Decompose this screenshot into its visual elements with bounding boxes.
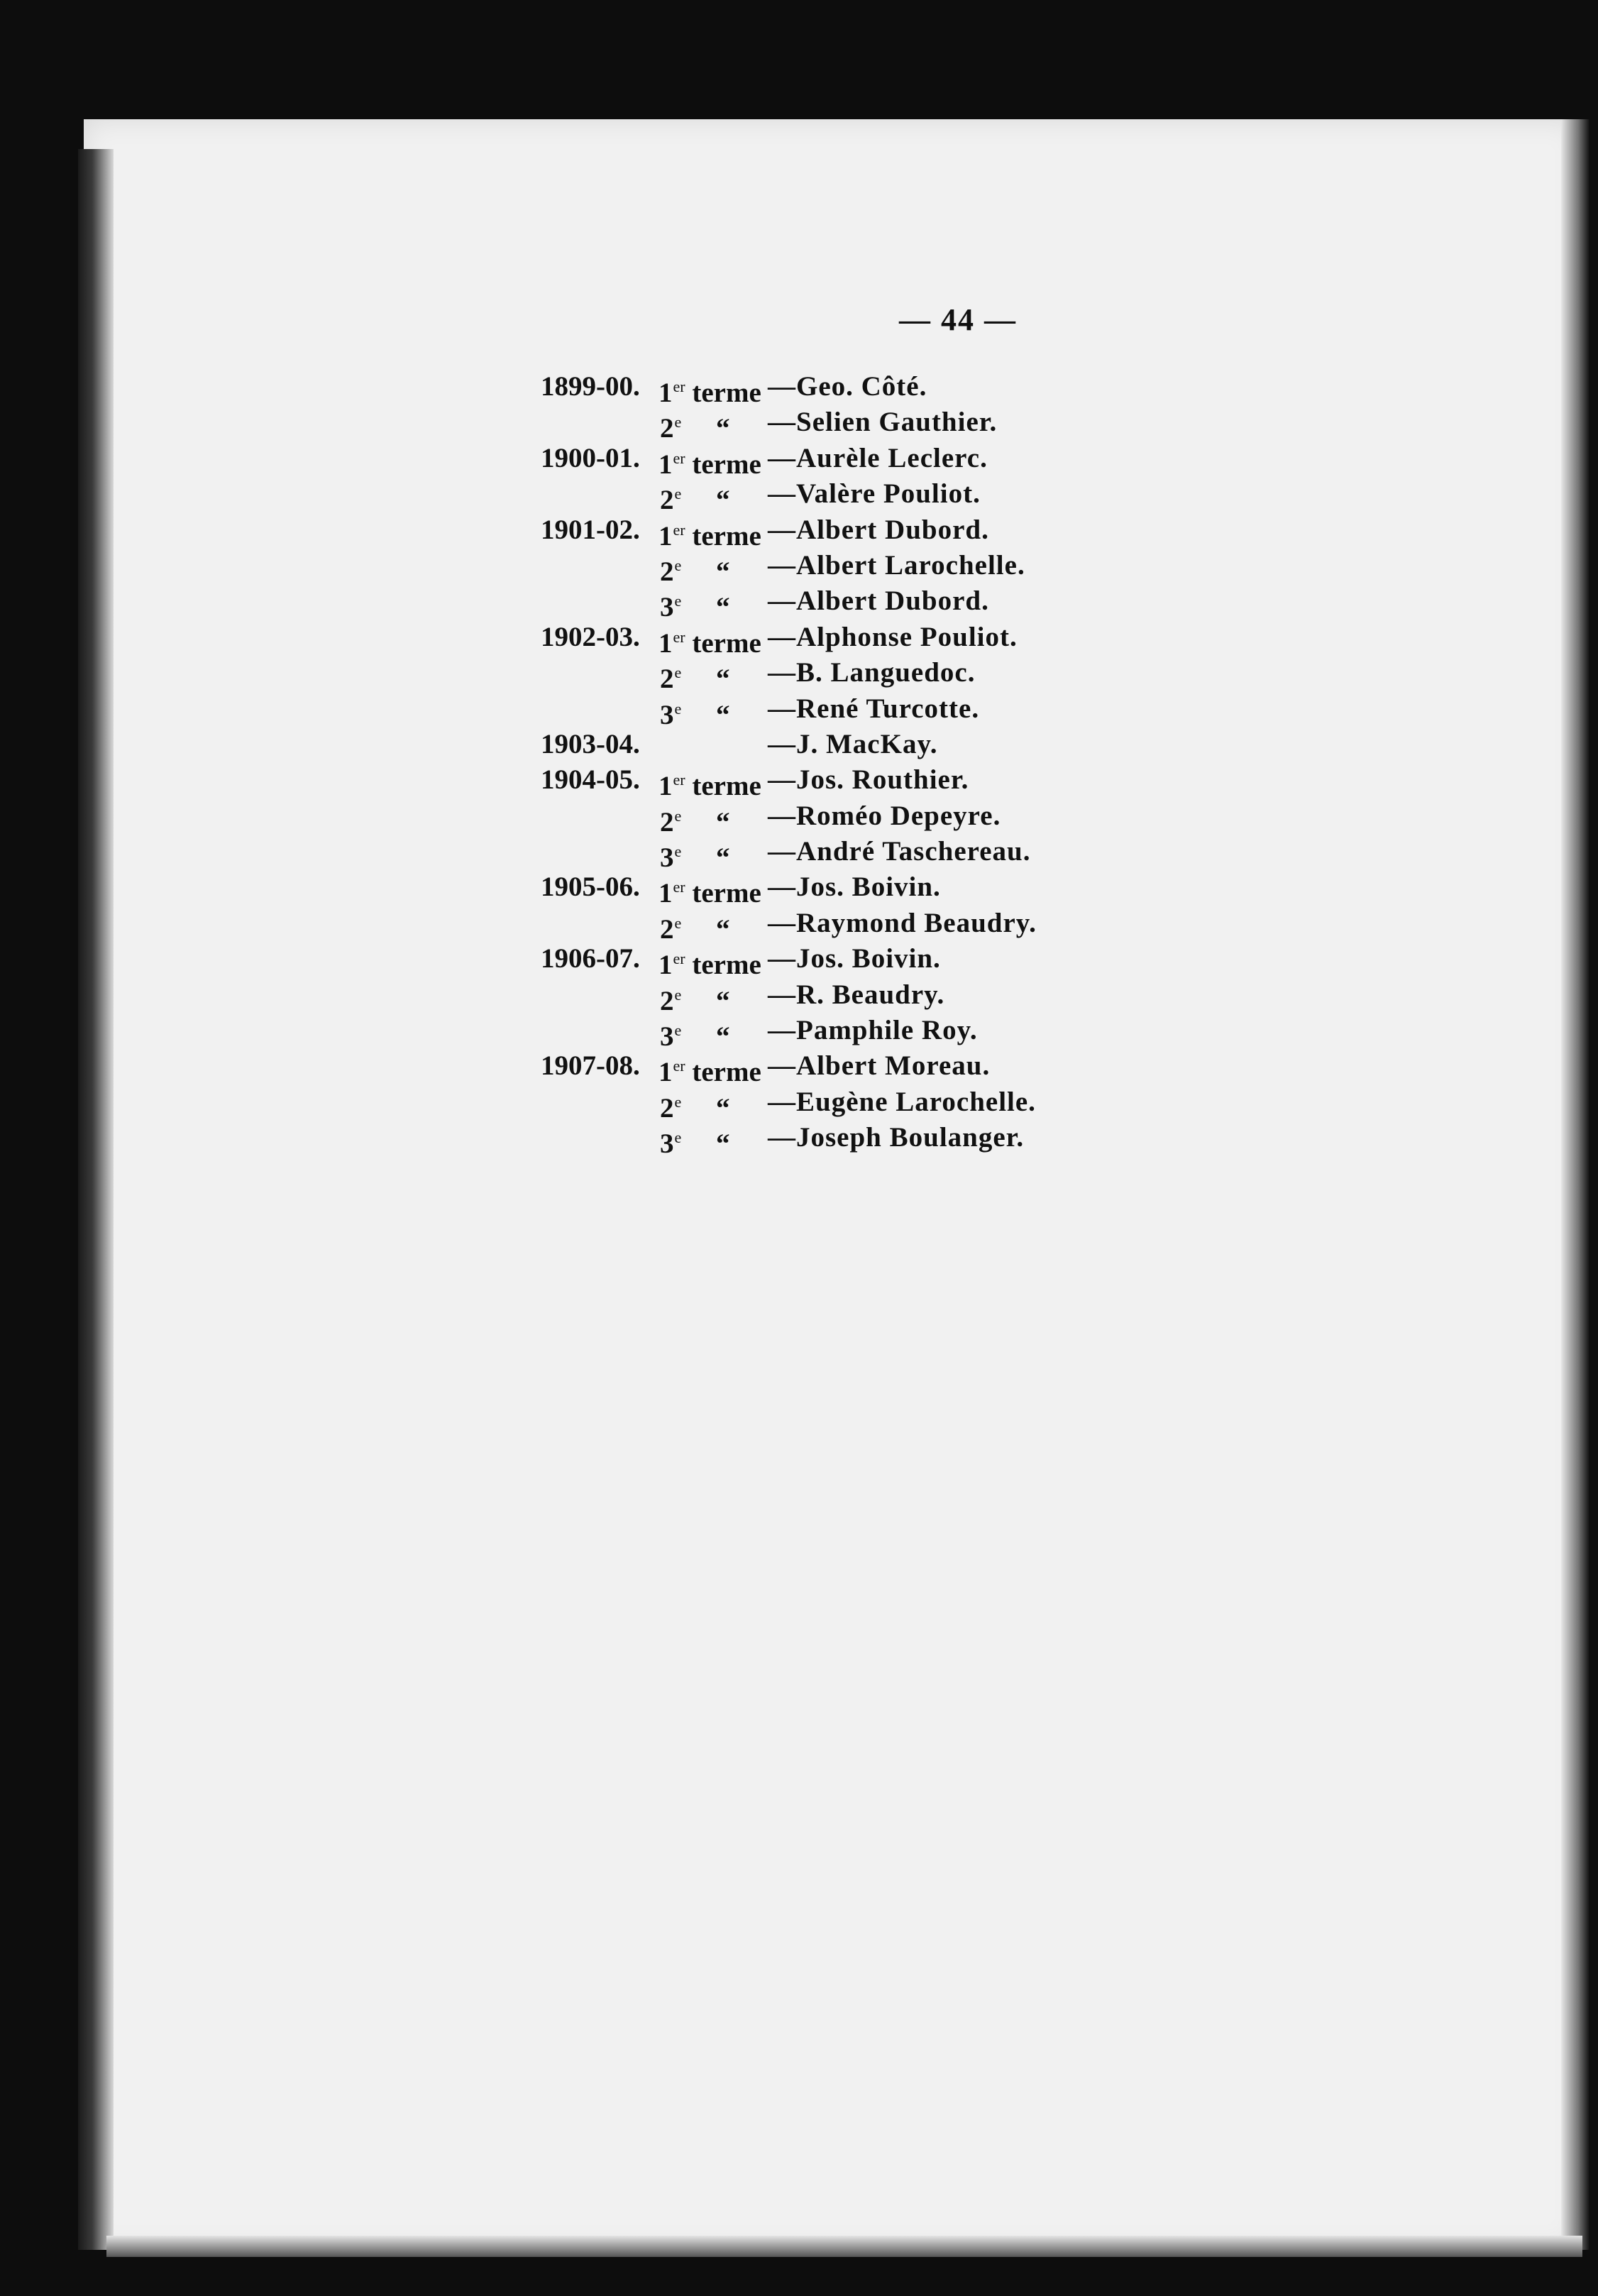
term-entry bbox=[0, 583, 1598, 623]
term-entry bbox=[0, 1120, 1598, 1160]
term-ordinal-suffix: er bbox=[673, 950, 685, 968]
term-ordinal: 2 bbox=[660, 985, 674, 1016]
term-label: “ bbox=[681, 485, 730, 516]
entry-name: —Raymond Beaudry. bbox=[768, 907, 1037, 938]
term-label: “ bbox=[681, 664, 730, 695]
term-entry bbox=[0, 691, 1598, 730]
term-ordinal-suffix: e bbox=[674, 985, 682, 1004]
term-label: “ bbox=[681, 1021, 730, 1053]
term-label: “ bbox=[681, 1092, 730, 1124]
entry-year: 1907-08. bbox=[541, 1050, 640, 1082]
term-label: terme bbox=[685, 771, 761, 802]
term-ordinal: 1 bbox=[659, 627, 673, 659]
entry-name: —J. MacKay. bbox=[768, 728, 938, 759]
term-entry bbox=[0, 977, 1598, 1016]
term-entry bbox=[0, 798, 1598, 837]
term-label: terme bbox=[685, 627, 761, 659]
entry-name: —Jos. Boivin. bbox=[768, 872, 941, 903]
entry-name: —René Turcotte. bbox=[768, 693, 980, 724]
term-label: “ bbox=[681, 592, 730, 623]
term-ordinal: 3 bbox=[660, 842, 674, 874]
entry-year: 1904-05. bbox=[541, 764, 640, 796]
term-ordinal: 1 bbox=[659, 771, 673, 802]
page-number: — 44 — bbox=[899, 302, 1017, 337]
term-label: terme bbox=[685, 449, 761, 480]
term-entry bbox=[0, 1048, 1598, 1088]
term-entry bbox=[0, 834, 1598, 874]
entry-name: —Pamphile Roy. bbox=[768, 1015, 978, 1046]
entry-term bbox=[660, 1120, 730, 1162]
term-ordinal: 1 bbox=[659, 449, 673, 480]
term-ordinal: 1 bbox=[659, 1057, 673, 1088]
term-entry bbox=[0, 1013, 1598, 1053]
term-label: terme bbox=[685, 878, 761, 909]
term-entry bbox=[0, 869, 1598, 909]
term-entry bbox=[0, 941, 1598, 981]
entry-name: —Jos. Boivin. bbox=[768, 943, 941, 974]
entry-name: —Joseph Boulanger. bbox=[768, 1122, 1025, 1153]
term-label: terme bbox=[685, 950, 761, 981]
term-label: “ bbox=[681, 842, 730, 874]
term-label: “ bbox=[681, 806, 730, 837]
term-ordinal: 2 bbox=[660, 913, 674, 945]
term-ordinal-suffix: e bbox=[674, 806, 682, 825]
entry-name: —Selien Gauthier. bbox=[768, 407, 998, 438]
term-entry bbox=[0, 655, 1598, 695]
term-label: “ bbox=[681, 413, 730, 444]
term-ordinal: 2 bbox=[660, 806, 674, 837]
term-entry bbox=[0, 1084, 1598, 1124]
term-ordinal: 3 bbox=[660, 699, 674, 730]
term-ordinal-suffix: er bbox=[673, 520, 685, 539]
term-ordinal-suffix: er bbox=[673, 627, 685, 646]
term-entry bbox=[0, 727, 1598, 762]
term-ordinal: 1 bbox=[659, 520, 673, 551]
term-ordinal-suffix: er bbox=[673, 878, 685, 896]
term-ordinal: 2 bbox=[660, 664, 674, 695]
term-ordinal: 2 bbox=[660, 556, 674, 587]
entry-name: —Valère Pouliot. bbox=[768, 478, 981, 510]
term-ordinal-suffix: e bbox=[674, 413, 682, 432]
entry-name: —Albert Moreau. bbox=[768, 1050, 991, 1082]
term-ordinal-suffix: e bbox=[674, 664, 682, 682]
term-ordinal: 3 bbox=[660, 1128, 674, 1160]
term-entry bbox=[0, 476, 1598, 516]
term-ordinal: 3 bbox=[660, 592, 674, 623]
term-ordinal: 1 bbox=[659, 878, 673, 909]
term-ordinal-suffix: er bbox=[673, 1057, 685, 1075]
term-label: terme bbox=[685, 378, 761, 408]
term-label: terme bbox=[685, 1057, 761, 1088]
term-ordinal-suffix: er bbox=[673, 771, 685, 789]
entry-year: 1905-06. bbox=[541, 872, 640, 903]
entry-name: —Alphonse Pouliot. bbox=[768, 621, 1018, 652]
term-ordinal-suffix: e bbox=[674, 1128, 682, 1147]
term-label: terme bbox=[685, 520, 761, 551]
term-entry bbox=[0, 548, 1598, 587]
entry-name: —André Taschereau. bbox=[768, 836, 1031, 867]
term-ordinal: 2 bbox=[660, 1092, 674, 1124]
term-ordinal-suffix: er bbox=[673, 449, 685, 467]
term-entry bbox=[0, 369, 1598, 408]
term-entry bbox=[0, 620, 1598, 659]
term-label: “ bbox=[681, 913, 730, 945]
term-label: “ bbox=[681, 1128, 730, 1160]
entry-year: 1901-02. bbox=[541, 514, 640, 545]
entry-name: —Albert Dubord. bbox=[768, 586, 989, 617]
term-ordinal-suffix: e bbox=[674, 592, 682, 610]
entry-year: 1900-01. bbox=[541, 442, 640, 473]
page-bottom-edge bbox=[106, 2236, 1582, 2257]
term-ordinal-suffix: e bbox=[674, 842, 682, 861]
term-entry bbox=[0, 906, 1598, 945]
term-label: “ bbox=[681, 556, 730, 587]
entry-name: —Roméo Depeyre. bbox=[768, 800, 1001, 831]
entry-name: —Jos. Routhier. bbox=[768, 764, 969, 796]
term-label: “ bbox=[681, 985, 730, 1016]
entry-name: —Albert Larochelle. bbox=[768, 549, 1025, 581]
entry-year: 1902-03. bbox=[541, 621, 640, 652]
term-ordinal: 1 bbox=[659, 950, 673, 981]
term-ordinal: 1 bbox=[659, 378, 673, 408]
entry-name: —R. Beaudry. bbox=[768, 979, 945, 1010]
entry-name: —Eugène Larochelle. bbox=[768, 1086, 1036, 1117]
term-ordinal-suffix: e bbox=[674, 485, 682, 503]
entry-year: 1899-00. bbox=[541, 371, 640, 402]
term-ordinal: 2 bbox=[660, 485, 674, 516]
term-ordinal-suffix: e bbox=[674, 1092, 682, 1111]
term-ordinal-suffix: er bbox=[673, 378, 685, 395]
entry-name: —B. Languedoc. bbox=[768, 657, 976, 688]
entry-name: —Albert Dubord. bbox=[768, 514, 989, 545]
entry-name: —Aurèle Leclerc. bbox=[768, 442, 988, 473]
term-entry bbox=[0, 762, 1598, 802]
term-entry bbox=[0, 441, 1598, 480]
term-ordinal-suffix: e bbox=[674, 1021, 682, 1040]
term-label: “ bbox=[681, 699, 730, 730]
term-entry bbox=[0, 512, 1598, 551]
entry-year: 1903-04. bbox=[541, 728, 640, 759]
term-entry bbox=[0, 405, 1598, 444]
term-ordinal-suffix: e bbox=[674, 556, 682, 574]
term-ordinal: 3 bbox=[660, 1021, 674, 1053]
entry-name: —Geo. Côté. bbox=[768, 371, 927, 402]
term-ordinal-suffix: e bbox=[674, 913, 682, 932]
term-ordinal: 2 bbox=[660, 413, 674, 444]
term-ordinal-suffix: e bbox=[674, 699, 682, 718]
term-list bbox=[0, 369, 1598, 1160]
entry-year: 1906-07. bbox=[541, 943, 640, 974]
